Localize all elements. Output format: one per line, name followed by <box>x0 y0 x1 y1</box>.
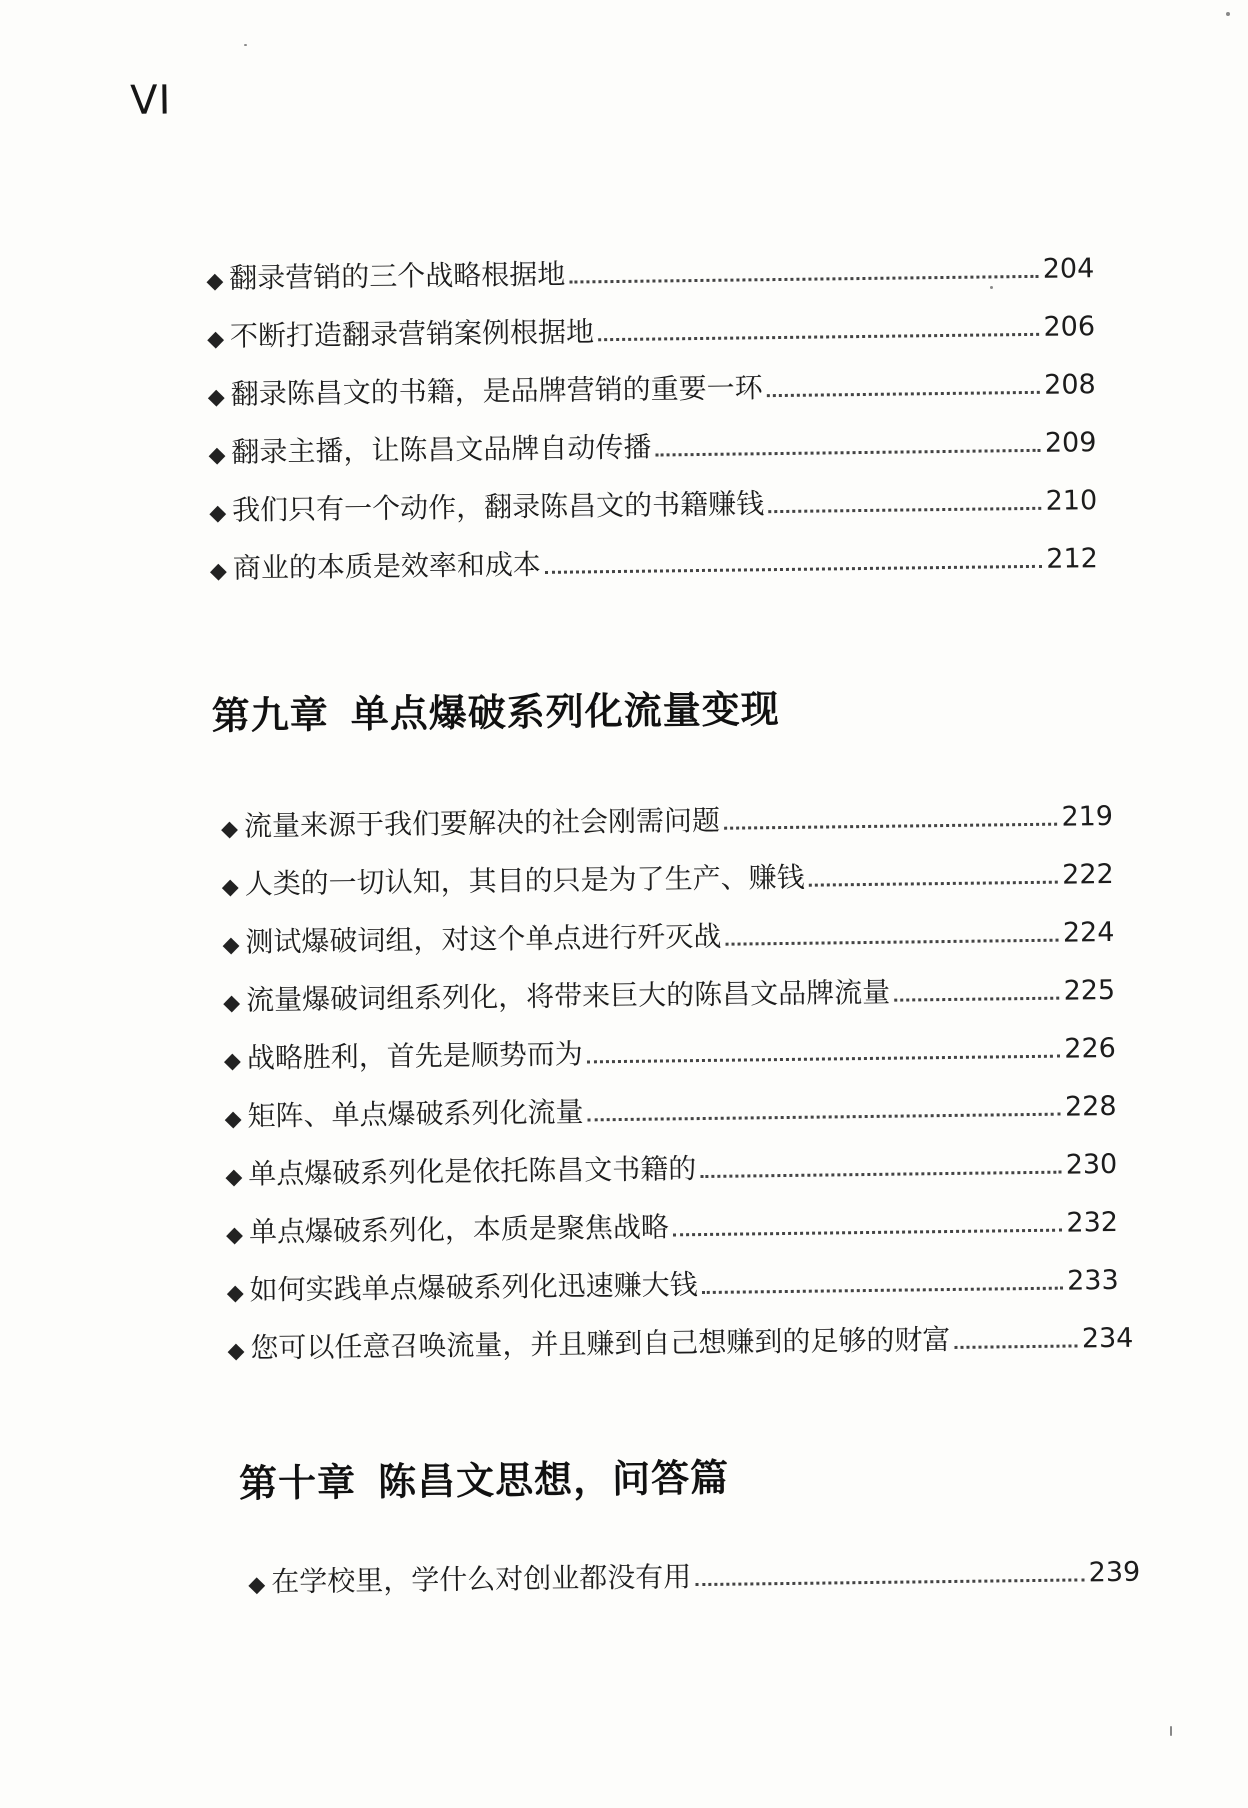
toc-entry[interactable] <box>221 794 1113 845</box>
toc-entry-title: 翻录陈昌文的书籍，是品牌营销的重要一环 <box>230 371 763 411</box>
diamond-bullet-icon: ◆ <box>224 1106 242 1132</box>
diamond-bullet-icon: ◆ <box>208 442 226 468</box>
toc-entry-page: 228 <box>1064 1090 1117 1123</box>
dot-leader <box>569 275 1039 284</box>
toc-entry[interactable] <box>210 536 1098 587</box>
toc-entry[interactable] <box>225 1142 1117 1193</box>
toc-entry-page: 230 <box>1065 1148 1118 1181</box>
toc-entry-page: 212 <box>1046 543 1099 575</box>
chapter-heading[interactable] <box>211 678 780 740</box>
chapter-name: 陈昌文思想，问答篇 <box>377 1454 730 1504</box>
toc-entry-page: 225 <box>1063 974 1116 1007</box>
toc-entry-page: 233 <box>1066 1264 1119 1297</box>
toc-entry-page: 232 <box>1066 1206 1119 1239</box>
chapter-number: 第十章 <box>238 1459 357 1506</box>
dot-leader <box>809 881 1059 887</box>
toc-entry-title: 商业的本质是效率和成本 <box>232 547 542 585</box>
toc-entry-title: 流量爆破词组系列化，将带来巨大的陈昌文品牌流量 <box>245 975 891 1017</box>
toc-entry-page: 219 <box>1061 800 1114 833</box>
dot-leader <box>588 1113 1062 1122</box>
diamond-bullet-icon: ◆ <box>209 500 227 526</box>
toc-entry-title: 翻录主播，让陈昌文品牌自动传播 <box>231 430 652 469</box>
dot-leader <box>545 565 1043 574</box>
toc-entry[interactable] <box>206 246 1094 297</box>
dot-leader <box>700 1171 1062 1178</box>
toc-entry-title: 人类的一切认知，其目的只是为了生产、赚钱 <box>244 860 805 901</box>
diamond-bullet-icon: ◆ <box>209 558 228 584</box>
toc-entry-title: 单点爆破系列化，本质是聚焦战略 <box>248 1210 670 1249</box>
toc-entry-page: 208 <box>1044 369 1096 401</box>
dot-leader <box>598 333 1040 341</box>
toc-entry-title: 您可以任意召唤流量，并且赚到自己想赚到的足够的财富 <box>250 1322 951 1365</box>
diamond-bullet-icon: ◆ <box>220 816 239 842</box>
toc-entry[interactable] <box>222 910 1114 961</box>
scan-speck <box>990 286 993 289</box>
toc-entry[interactable] <box>222 852 1114 903</box>
dot-leader <box>673 1229 1063 1237</box>
toc-entry[interactable] <box>224 1026 1116 1077</box>
toc-entry-title: 矩阵、单点爆破系列化流量 <box>247 1095 584 1133</box>
diamond-bullet-icon: ◆ <box>223 1048 242 1074</box>
diamond-bullet-icon: ◆ <box>221 874 239 900</box>
diamond-bullet-icon: ◆ <box>223 990 241 1016</box>
toc-entry-title: 在学校里，学什么对创业都没有用 <box>271 1560 692 1599</box>
diamond-bullet-icon: ◆ <box>206 268 224 295</box>
dot-leader <box>695 1578 1085 1586</box>
diamond-bullet-icon: ◆ <box>226 1280 244 1306</box>
toc-entry-title: 如何实践单点爆破系列化迅速赚大钱 <box>249 1268 698 1307</box>
toc-entry[interactable] <box>209 478 1097 529</box>
chapter-number: 第九章 <box>211 691 329 738</box>
toc-entry[interactable] <box>207 304 1095 355</box>
page-number: VI <box>129 77 172 124</box>
dot-leader <box>894 997 1060 1002</box>
diamond-bullet-icon: ◆ <box>248 1572 266 1598</box>
toc-entry-page: 204 <box>1042 253 1095 285</box>
toc-entry-title: 我们只有一个动作，翻录陈昌文的书籍赚钱 <box>231 487 765 527</box>
dot-leader <box>655 449 1041 457</box>
dot-leader <box>767 391 1041 397</box>
toc-entry-page: 224 <box>1062 916 1115 949</box>
dot-leader <box>702 1287 1064 1294</box>
toc-entry[interactable] <box>223 968 1115 1019</box>
toc-entry-page: 222 <box>1061 858 1114 891</box>
diamond-bullet-icon: ◆ <box>207 384 225 410</box>
chapter-name: 单点爆破系列化流量变现 <box>350 686 780 737</box>
toc-entry[interactable] <box>227 1316 1133 1367</box>
chapter-heading[interactable] <box>239 1447 730 1508</box>
toc-entry-page: 206 <box>1043 311 1096 343</box>
toc-entry[interactable] <box>226 1200 1118 1251</box>
toc-entry-page: 234 <box>1081 1322 1134 1355</box>
toc-entry-page: 209 <box>1044 427 1097 459</box>
dot-leader <box>768 507 1042 513</box>
toc-entry[interactable] <box>208 420 1096 471</box>
diamond-bullet-icon: ◆ <box>225 1164 243 1190</box>
dot-leader <box>724 823 1058 830</box>
toc-entry[interactable] <box>208 362 1096 413</box>
diamond-bullet-icon: ◆ <box>206 326 225 353</box>
scan-speck <box>1170 1726 1172 1736</box>
toc-entry-page: 226 <box>1064 1032 1117 1065</box>
scan-speck <box>1226 12 1230 16</box>
toc-entry-title: 单点爆破系列化是依托陈昌文书籍的 <box>248 1152 697 1191</box>
toc-entry-page: 210 <box>1045 485 1098 517</box>
toc-entry-title: 翻录营销的三个战略根据地 <box>229 257 566 295</box>
toc-entry-page: 239 <box>1088 1556 1141 1589</box>
dot-leader <box>725 939 1059 946</box>
toc-entry-title: 流量来源于我们要解决的社会刚需问题 <box>243 803 721 843</box>
toc-entry[interactable] <box>224 1084 1116 1135</box>
toc-entry[interactable] <box>226 1258 1118 1309</box>
toc-entry-title: 测试爆破词组，对这个单点进行歼灭战 <box>245 919 722 959</box>
toc-entry[interactable] <box>248 1550 1140 1601</box>
dot-leader <box>954 1344 1078 1349</box>
diamond-bullet-icon: ◆ <box>227 1338 245 1364</box>
toc-entry-title: 战略胜利，首先是顺势而为 <box>246 1037 584 1075</box>
scan-speck <box>244 44 247 46</box>
diamond-bullet-icon: ◆ <box>222 932 240 958</box>
toc-entry-title: 不断打造翻录营销案例根据地 <box>229 315 595 353</box>
dot-leader <box>587 1055 1061 1064</box>
diamond-bullet-icon: ◆ <box>225 1222 244 1248</box>
